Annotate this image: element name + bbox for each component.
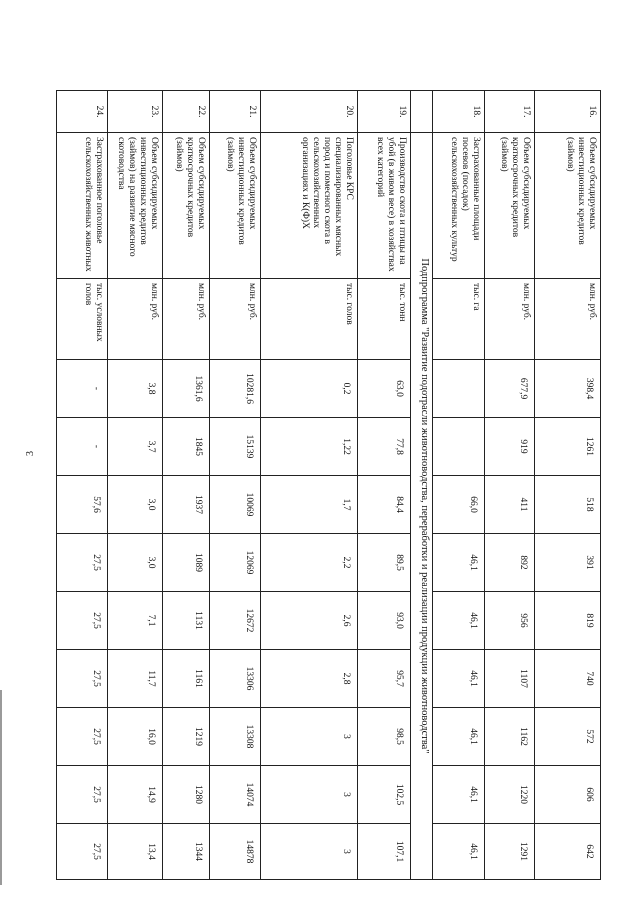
value-cell: 10069 [210,476,261,534]
value-cell: 1219 [163,708,210,766]
unit-of-measure: млн. руб. [535,279,601,360]
value-cell: 677,9 [485,360,535,418]
value-cell: 77,8 [358,418,411,476]
value-cell: - [57,360,108,418]
value-cell: 46,1 [433,824,485,880]
value-cell: 46,1 [433,650,485,708]
rows-after-subprogram [57,91,411,880]
table-row [535,91,601,880]
value-cell: 3 [261,766,358,824]
subprogram-heading-group [411,91,433,880]
unit-of-measure: млн. руб. [108,279,163,360]
value-cell: 16,0 [108,708,163,766]
row-number: 23. [108,91,163,133]
value-cell: 1937 [163,476,210,534]
value-cell: 27,5 [57,650,108,708]
value-cell: 12069 [210,534,261,592]
table-row [485,91,535,880]
indicator-name: Объем субсидируемых инвестиционных кредитов (займов) на развитие мясного скотоводства [108,133,163,279]
value-cell: 3,8 [108,360,163,418]
value-cell: 1261 [535,418,601,476]
indicator-name: Застрахованное поголовье сельскохозяйственных животных [57,133,108,279]
unit-of-measure: млн. руб. [485,279,535,360]
value-cell: 12672 [210,592,261,650]
subprogram-heading: Подпрограмма "Развитие подотрасли животноводства, переработки и реализации продукции животноводства" [411,133,433,880]
value-cell: 819 [535,592,601,650]
row-number: 19. [358,91,411,133]
value-cell: 107,1 [358,824,411,880]
value-cell: 572 [535,708,601,766]
table-row [358,91,411,880]
value-cell: 1,22 [261,418,358,476]
rows-before-subprogram [433,91,601,880]
value-cell: 1344 [163,824,210,880]
value-cell: 27,5 [57,766,108,824]
row-number: 17. [485,91,535,133]
value-cell: 89,5 [358,534,411,592]
value-cell: 2,8 [261,650,358,708]
row-number: 21. [210,91,261,133]
value-cell: 740 [535,650,601,708]
table-row [108,91,163,880]
value-cell: 27,5 [57,592,108,650]
indicator-name: Поголовье КРС специализированных мясных пород и помесного скота в сельскохозяйственных организациях и К(Ф)Х [261,133,358,279]
value-cell: 606 [535,766,601,824]
value-cell: 411 [485,476,535,534]
value-cell: 84,4 [358,476,411,534]
value-cell: 46,1 [433,592,485,650]
table-row [163,91,210,880]
value-cell: 27,5 [57,534,108,592]
value-cell: 1280 [163,766,210,824]
value-cell: 642 [535,824,601,880]
value-cell: 14074 [210,766,261,824]
value-cell: 13306 [210,650,261,708]
table-row [261,91,358,880]
value-cell: 3,0 [108,534,163,592]
value-cell: 46,1 [433,766,485,824]
indicator-table [56,90,601,880]
indicator-name: Застрахованные площади посевов (посадок) сельскохозяйственных культур [433,133,485,279]
value-cell: 66,0 [433,476,485,534]
page-number: 3 [25,451,36,456]
value-cell: 14878 [210,824,261,880]
value-cell: 98,5 [358,708,411,766]
row-number: 22. [163,91,210,133]
unit-of-measure: тыс. тонн [358,279,411,360]
value-cell: 46,1 [433,534,485,592]
unit-of-measure: млн. руб. [210,279,261,360]
value-cell: 93,0 [358,592,411,650]
value-cell: 1107 [485,650,535,708]
value-cell: 1220 [485,766,535,824]
value-cell: 14,9 [108,766,163,824]
table-row [57,91,108,880]
value-cell: 919 [485,418,535,476]
indicator-table-stage [38,90,601,879]
value-cell: 1131 [163,592,210,650]
value-cell [433,360,485,418]
value-cell: 3,0 [108,476,163,534]
table-row [433,91,485,880]
table-row [210,91,261,880]
value-cell: 518 [535,476,601,534]
value-cell: 0,2 [261,360,358,418]
value-cell: 27,5 [57,708,108,766]
value-cell: 3 [261,824,358,880]
value-cell: 1089 [163,534,210,592]
unit-of-measure: тыс. условных голов [57,279,108,360]
value-cell: 13,4 [108,824,163,880]
unit-of-measure: тыс. голов [261,279,358,360]
indicator-name: Объем субсидируемых краткосрочных кредитов (займов) [485,133,535,279]
value-cell: 11,7 [108,650,163,708]
indicator-name: Производство скота и птицы на убой (в живом весе) в хозяйствах всех категорий [358,133,411,279]
value-cell: 3 [261,708,358,766]
subprogram-heading-spacer [411,91,433,133]
value-cell: 398,4 [535,360,601,418]
value-cell: 3,7 [108,418,163,476]
value-cell: 15139 [210,418,261,476]
value-cell: 63,0 [358,360,411,418]
value-cell: 46,1 [433,708,485,766]
value-cell: 1291 [485,824,535,880]
value-cell: 892 [485,534,535,592]
value-cell: 1162 [485,708,535,766]
value-cell: 95,7 [358,650,411,708]
value-cell: 10281,6 [210,360,261,418]
value-cell: 1361,6 [163,360,210,418]
value-cell: 1,7 [261,476,358,534]
row-number: 16. [535,91,601,133]
value-cell: 27,5 [57,824,108,880]
unit-of-measure: млн. руб. [163,279,210,360]
indicator-name: Объем субсидируемых краткосрочных кредитов (займов) [163,133,210,279]
value-cell: 2,2 [261,534,358,592]
value-cell: 7,1 [108,592,163,650]
value-cell: 2,6 [261,592,358,650]
value-cell: 391 [535,534,601,592]
row-number: 24. [57,91,108,133]
row-number: 18. [433,91,485,133]
row-number: 20. [261,91,358,133]
value-cell [433,418,485,476]
value-cell: - [57,418,108,476]
indicator-name: Объем субсидируемых инвестиционных кредитов (займов) [210,133,261,279]
value-cell: 57,6 [57,476,108,534]
value-cell: 956 [485,592,535,650]
scan-edge-mark [0,690,2,885]
value-cell: 13308 [210,708,261,766]
indicator-name: Объем субсидируемых инвестиционных кредитов (займов) [535,133,601,279]
value-cell: 1161 [163,650,210,708]
value-cell: 1845 [163,418,210,476]
unit-of-measure: тыс. га [433,279,485,360]
value-cell: 102,5 [358,766,411,824]
subprogram-heading-row [411,91,433,880]
